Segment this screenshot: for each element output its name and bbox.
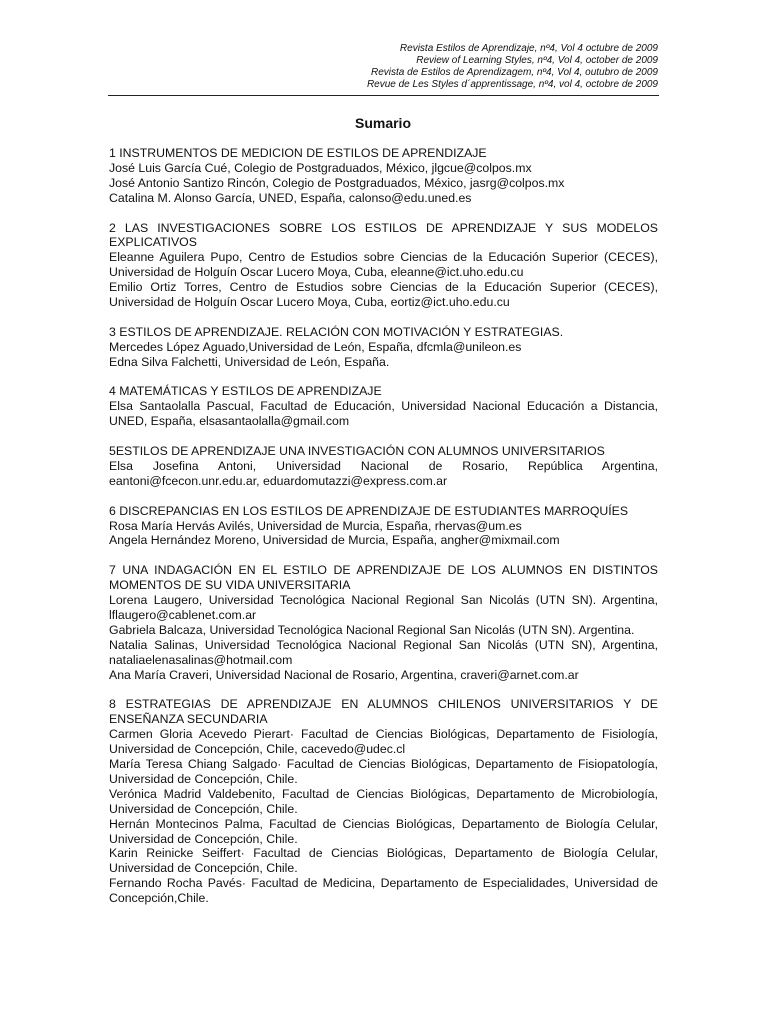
author-entry: Elsa Santaolalla Pascual, Facultad de Educación, Universidad Nacional Educación a Distancia, UNED, España, elsasantaolalla@gmail.com — [109, 399, 658, 429]
header-line: Review of Learning Styles, nº4, Vol 4, october de 2009 — [416, 55, 658, 66]
toc-section — [109, 221, 658, 310]
author-entry: Edna Silva Falchetti, Universidad de León, España. — [109, 354, 390, 369]
section-title: 5ESTILOS DE APRENDIZAJE UNA INVESTIGACIÓN CON ALUMNOS UNIVERSITARIOS — [109, 444, 605, 459]
author-entry: Verónica Madrid Valdebenito, Facultad de Ciencias Biológicas, Departamento de Microbiología, Universidad de Concepción, Chile. — [109, 786, 658, 816]
toc-section — [109, 697, 658, 906]
author-entry: Natalia Salinas, Universidad Tecnológica Nacional Regional San Nicolás (UTN SN), Argentina, nataliaelenasalinas@hotmail.com — [109, 637, 658, 667]
author-entry: Eleanne Aguilera Pupo, Centro de Estudios sobre Ciencias de la Educación Superior (CECES), Universidad de Holguín Oscar Lucero Moya, Cuba, eleanne@ict.uho.edu.cu — [109, 250, 658, 280]
author-entry: Gabriela Balcaza, Universidad Tecnológica Nacional Regional San Nicolás (UTN SN). Argentina. — [109, 622, 635, 637]
author-entry: Carmen Gloria Acevedo Pierart· Facultad de Ciencias Biológicas, Departamento de Fisiología, Universidad de Concepción, Chile, cacevedo@udec.cl — [109, 727, 658, 757]
author-entry: Mercedes López Aguado,Universidad de León, España, dfcmla@unileon.es — [109, 339, 522, 354]
author-entry: Rosa María Hervás Avilés, Universidad de Murcia, España, rhervas@um.es — [109, 518, 522, 533]
author-entry: Lorena Laugero, Universidad Tecnológica Nacional Regional San Nicolás (UTN SN). Argentina, lflaugero@cablenet.com.ar — [109, 593, 658, 622]
header-divider — [108, 95, 659, 96]
author-entry: Emilio Ortiz Torres, Centro de Estudios sobre Ciencias de la Educación Superior (CECES), Universidad de Holguín Oscar Lucero Moya, Cuba, eortiz@ict.uho.edu.cu — [109, 280, 658, 310]
author-entry: José Luis García Cué, Colegio de Postgraduados, México, jlgcue@colpos.mx — [109, 160, 532, 175]
journal-header — [108, 43, 658, 91]
toc-section — [109, 325, 658, 370]
author-entry: Angela Hernández Moreno, Universidad de Murcia, España, angher@mixmail.com — [109, 533, 560, 548]
section-title: 6 DISCREPANCIAS EN LOS ESTILOS DE APRENDIZAJE DE ESTUDIANTES MARROQUÍES — [109, 503, 629, 518]
section-title: 3 ESTILOS DE APRENDIZAJE. RELACIÓN CON MOTIVACIÓN Y ESTRATEGIAS. — [109, 324, 564, 339]
author-entry: Karin Reinicke Seiffert· Facultad de Ciencias Biológicas, Departamento de Biología Celular, Universidad de Concepción, Chile. — [109, 846, 658, 876]
toc-section — [109, 563, 658, 682]
author-entry: Elsa Josefina Antoni, Universidad Nacional de Rosario, República Argentina, eantoni@fcecon.unr.edu.ar, eduardomutazzi@express.com.ar — [109, 458, 658, 488]
toc-section — [109, 444, 658, 489]
header-line: Revista Estilos de Aprendizaje, nº4, Vol 4 octubre de 2009 — [399, 43, 658, 54]
section-title: 8 ESTRATEGIAS DE APRENDIZAJE EN ALUMNOS CHILENOS UNIVERSITARIOS Y DE ENSEÑANZA SECUNDARIA — [109, 697, 658, 727]
author-entry: Ana María Craveri, Universidad Nacional de Rosario, Argentina, craveri@arnet.com.ar — [109, 667, 579, 682]
section-title: 2 LAS INVESTIGACIONES SOBRE LOS ESTILOS DE APRENDIZAJE Y SUS MODELOS EXPLICATIVOS — [109, 220, 658, 250]
author-entry: Hernán Montecinos Palma, Facultad de Ciencias Biológicas, Departamento de Biología Celular, Universidad de Concepción, Chile. — [109, 816, 658, 846]
section-title: 1 INSTRUMENTOS DE MEDICION DE ESTILOS DE APRENDIZAJE — [109, 146, 487, 160]
toc-section — [109, 146, 658, 206]
author-entry: Catalina M. Alonso García, UNED, España, calonso@edu.uned.es — [109, 190, 472, 205]
section-title: 7 UNA INDAGACIÓN EN EL ESTILO DE APRENDIZAJE DE LOS ALUMNOS EN DISTINTOS MOMENTOS DE SU VIDA UNIVERSITARIA — [109, 563, 658, 593]
author-entry: Fernando Rocha Pavés· Facultad de Medicina, Departamento de Especialidades, Universidad de Concepción,Chile. — [109, 876, 658, 906]
author-entry: María Teresa Chiang Salgado· Facultad de Ciencias Biológicas, Departamento de Fisiopatología, Universidad de Concepción, Chile. — [109, 757, 658, 786]
toc-section — [109, 384, 658, 429]
page-title: Sumario — [354, 115, 411, 131]
header-line: Revista de Estilos de Aprendizagem, nº4, Vol 4, outubro de 2009 — [371, 67, 658, 78]
section-title: 4 MATEMÁTICAS Y ESTILOS DE APRENDIZAJE — [109, 384, 382, 399]
author-entry: José Antonio Santizo Rincón, Colegio de Postgraduados, México, jasrg@colpos.mx — [109, 175, 565, 190]
header-line: Revue de Les Styles d´apprentissage, nº4, vol 4, octobre de 2009 — [366, 79, 658, 90]
toc-section — [109, 504, 658, 549]
table-of-contents — [109, 146, 658, 921]
